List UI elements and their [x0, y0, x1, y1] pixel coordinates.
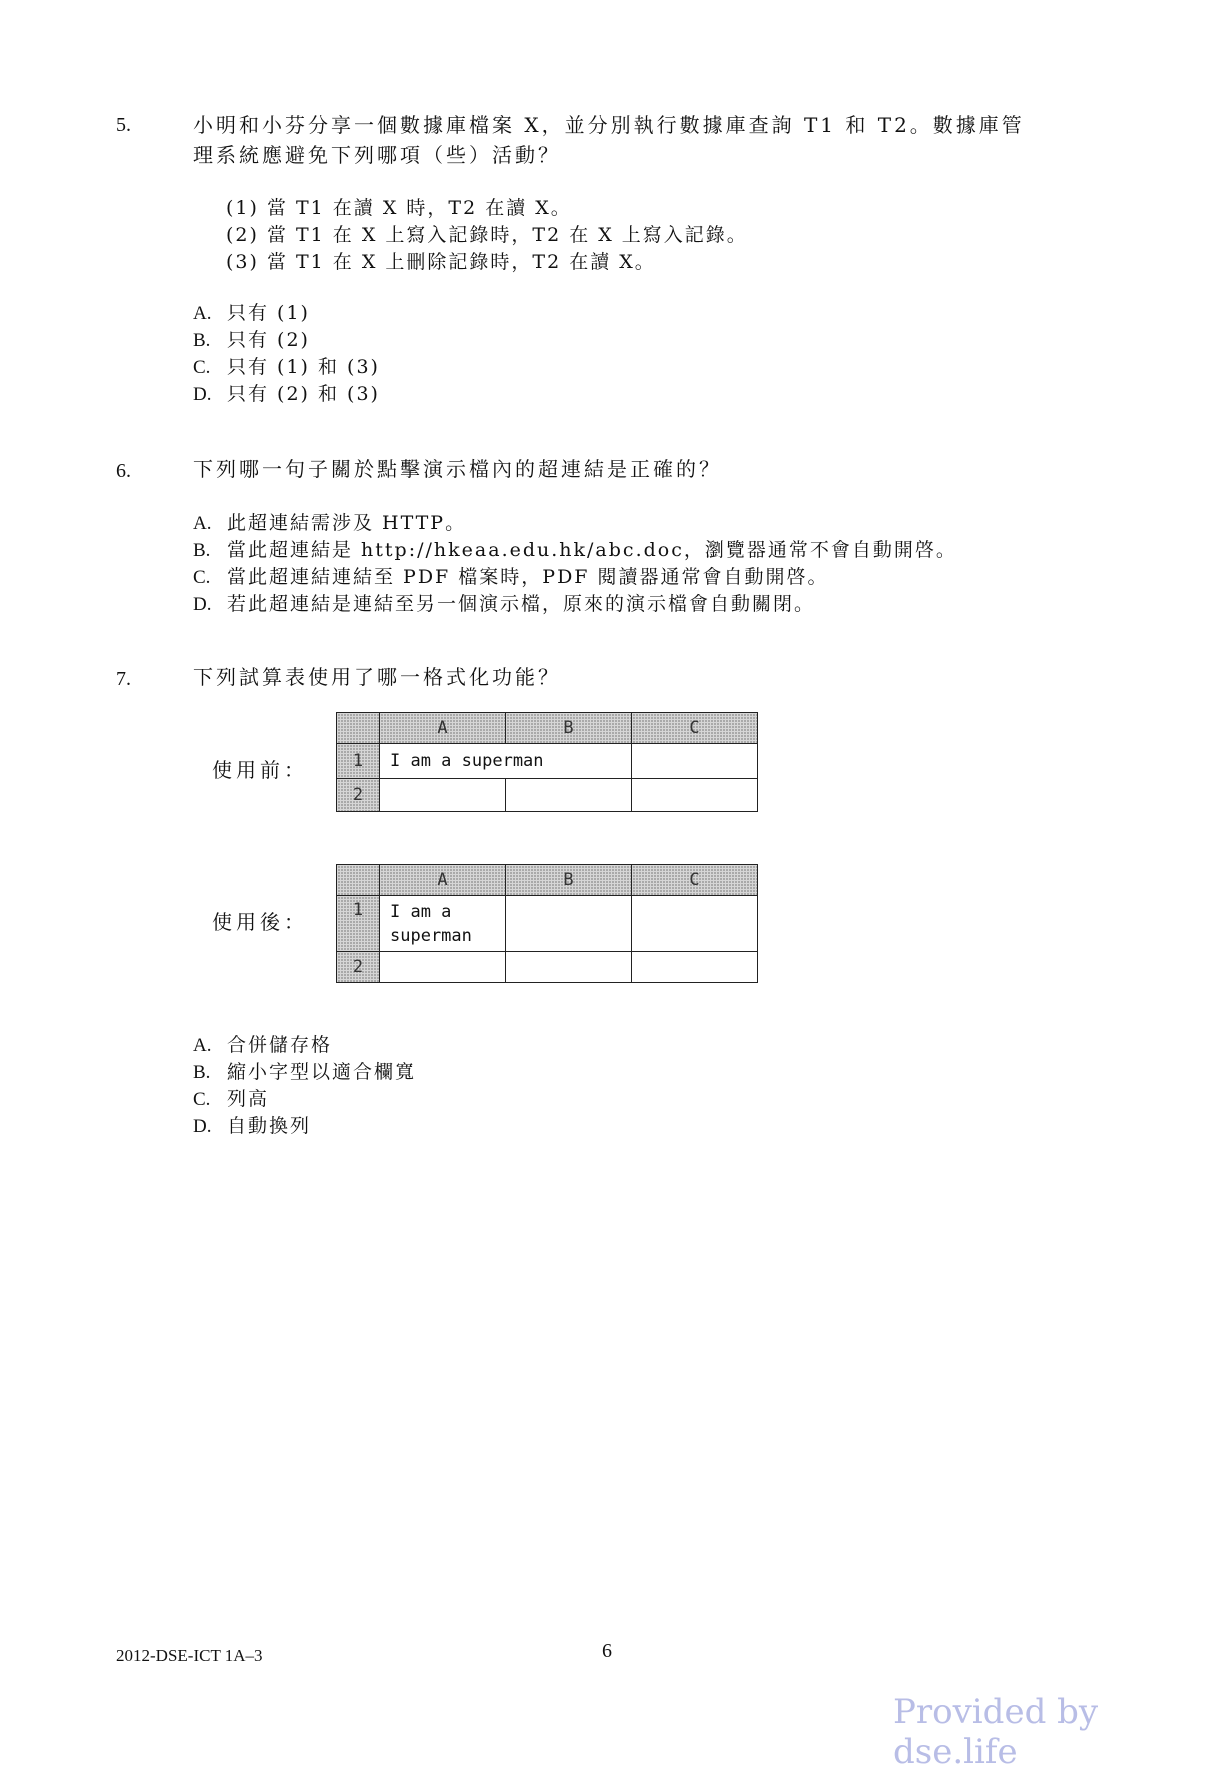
cell-a1: I am a superman — [380, 744, 632, 779]
row-header-2: 2 — [337, 779, 380, 812]
cell-a1-line: superman — [390, 926, 472, 946]
corner-header — [337, 865, 380, 896]
option-text: 只有 (1) 和 (3) — [227, 356, 380, 378]
watermark-text: Provided by dse.life — [893, 1692, 1099, 1772]
option — [193, 379, 380, 406]
cell-b2 — [506, 779, 632, 812]
option — [193, 298, 310, 325]
column-header-a: A — [380, 865, 506, 896]
option-letter: C. — [193, 567, 211, 588]
option-letter: A. — [193, 303, 212, 324]
cell-c1 — [632, 744, 758, 779]
option-text: 若此超連結是連結至另一個演示檔，原來的演示檔會自動關閉。 — [227, 593, 816, 615]
option-text: 自動換列 — [227, 1115, 312, 1137]
question-text — [193, 454, 1093, 484]
page-number: 6 — [602, 1640, 612, 1662]
option — [193, 508, 466, 535]
column-header-b: B — [506, 713, 632, 744]
option — [193, 1030, 332, 1057]
column-header-a: A — [380, 713, 506, 744]
option-text: 列高 — [227, 1088, 270, 1110]
column-header-c: C — [632, 865, 758, 896]
cell-a2 — [380, 952, 506, 983]
row-header-2: 2 — [337, 952, 380, 983]
question-text-line: 下列試算表使用了哪一格式化功能？ — [193, 665, 561, 689]
question-text — [193, 662, 1093, 692]
cell-b2 — [506, 952, 632, 983]
option-text: 當此超連結連結至 PDF 檔案時，PDF 閱讀器通常會自動開啓。 — [227, 566, 829, 588]
option — [193, 535, 957, 562]
cell-c1 — [632, 896, 758, 952]
statement: (1) 當 T1 在讀 X 時，T2 在讀 X。 — [226, 197, 572, 219]
option-letter: D. — [193, 1116, 212, 1137]
option-text: 合併儲存格 — [227, 1034, 333, 1056]
option-text: 縮小字型以適合欄寬 — [227, 1061, 417, 1083]
corner-header — [337, 713, 380, 744]
before-label: 使用前： — [212, 758, 308, 782]
option — [193, 325, 310, 352]
option — [193, 589, 815, 616]
column-header-c: C — [632, 713, 758, 744]
option-text: 此超連結需涉及 HTTP。 — [227, 512, 467, 534]
option-letter: C. — [193, 357, 211, 378]
question-text — [193, 110, 1093, 170]
row-header-1: 1 — [337, 896, 380, 952]
statement: (3) 當 T1 在 X 上刪除記錄時，T2 在讀 X。 — [226, 251, 656, 273]
option-text: 只有 (2) — [227, 329, 310, 351]
option-letter: B. — [193, 1062, 211, 1083]
option-letter: D. — [193, 594, 212, 615]
option — [193, 1111, 311, 1138]
spreadsheet-after — [336, 864, 758, 983]
option — [193, 562, 829, 589]
option-letter: D. — [193, 384, 212, 405]
statement: (2) 當 T1 在 X 上寫入記錄時，T2 在 X 上寫入記錄。 — [226, 224, 748, 246]
after-label: 使用後： — [212, 910, 308, 934]
question-text-line: 小明和小芬分享一個數據庫檔案 X，並分別執行數據庫查詢 T1 和 T2。數據庫管 — [193, 113, 1025, 137]
option — [193, 1057, 416, 1084]
question-text-line: 下列哪一句子關於點擊演示檔內的超連結是正確的？ — [193, 457, 722, 481]
cell-a1 — [380, 896, 506, 952]
paper-code: 2012-DSE-ICT 1A–3 — [116, 1646, 263, 1665]
option-text: 當此超連結是 http://hkeaa.edu.hk/abc.doc，瀏覽器通常不會自動開啓。 — [227, 539, 957, 561]
option-text: 只有 (1) — [227, 302, 310, 324]
cell-a1-line: I am a — [390, 902, 452, 922]
option-letter: C. — [193, 1089, 211, 1110]
cell-c2 — [632, 952, 758, 983]
question-number: 7. — [116, 668, 131, 690]
option — [193, 1084, 269, 1111]
cell-b1 — [506, 896, 632, 952]
spreadsheet-before — [336, 712, 758, 812]
option — [193, 352, 380, 379]
option-text: 只有 (2) 和 (3) — [227, 383, 380, 405]
cell-c2 — [632, 779, 758, 812]
question-text-line: 理系統應避免下列哪項（些）活動？ — [193, 143, 561, 167]
cell-a2 — [380, 779, 506, 812]
option-letter: B. — [193, 540, 211, 561]
option-letter: A. — [193, 1035, 212, 1056]
question-number: 6. — [116, 460, 131, 482]
column-header-b: B — [506, 865, 632, 896]
row-header-1: 1 — [337, 744, 380, 779]
question-number: 5. — [116, 114, 131, 136]
option-letter: B. — [193, 330, 211, 351]
option-letter: A. — [193, 513, 212, 534]
